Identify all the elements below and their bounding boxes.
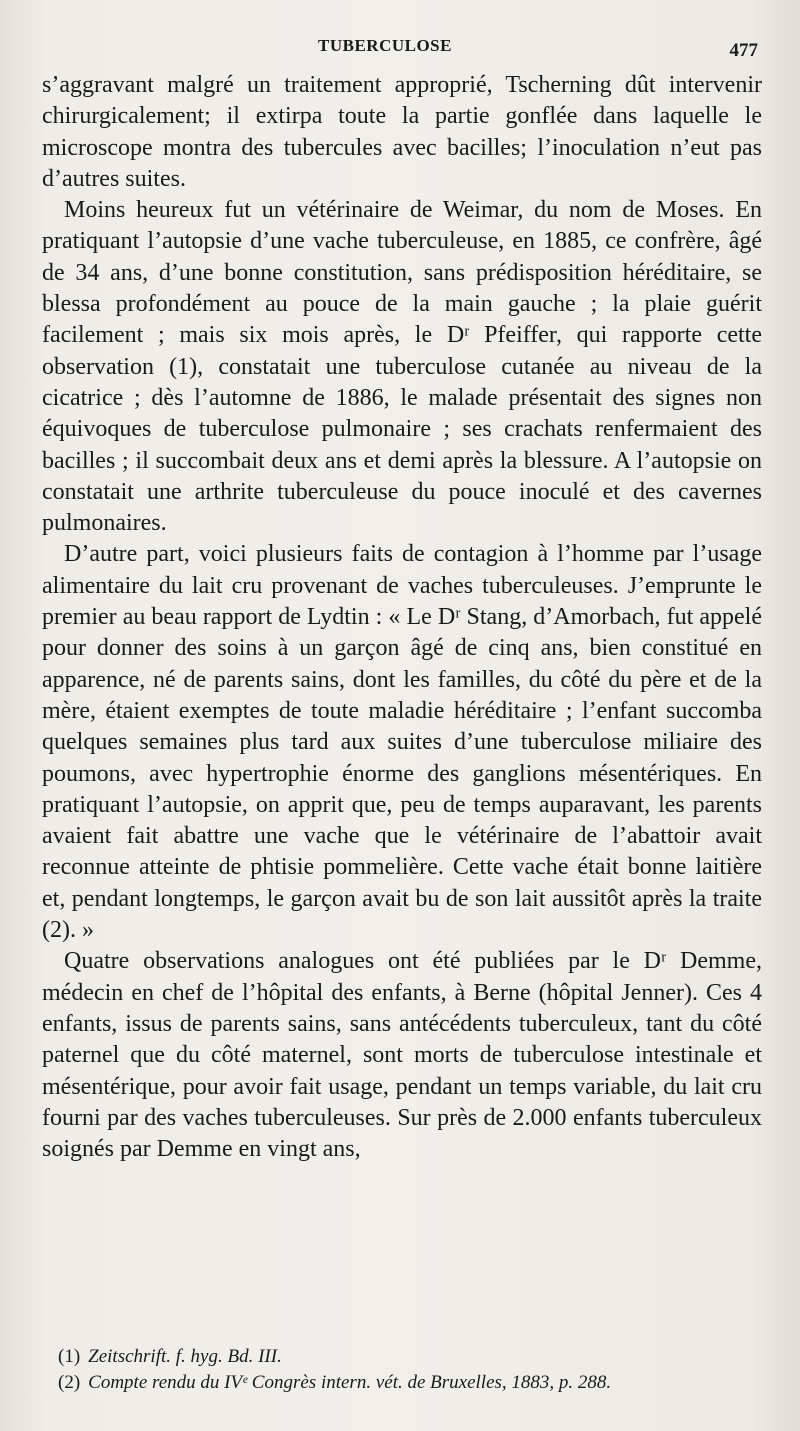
body-text xyxy=(42,70,762,1165)
footnotes xyxy=(58,1344,768,1396)
footnote-number: (1) xyxy=(58,1346,81,1367)
paragraph-1: s’aggravant malgré un traitement approprié, Tscherning dût intervenir chirurgicalement; il extirpa toute la partie gonflée dans laquelle le microscope montra des tubercules avec bacilles; l’inoculation n’eut pas d’autres suites. xyxy=(42,72,762,192)
paragraph-4: Quatre observations analogues ont été publiées par le Dʳ Demme, médecin en chef de l’hôpital des enfants, à Berne (hôpital Jenner). Ces 4 enfants, issus de parents sains, sans antécédents tuberculeux, tant du côté paternel que du côté maternel, sont morts de tuberculose intestinale et mésentérique, pour avoir fait usage, pendant un temps variable, du lait cru fourni par des vaches tuberculeuses. Sur près de 2.000 enfants tuberculeux soignés par Demme en vingt ans, xyxy=(42,948,762,1163)
paragraph-3: D’autre part, voici plusieurs faits de contagion à l’homme par l’usage alimentaire du lait cru provenant de vaches tuberculeuses. J’emprunte le premier au beau rapport de Lydtin : « Le Dʳ Stang, d’Amorbach, fut appelé pour donner des soins à un garçon âgé de cinq ans, bien constitué en apparence, né de parents sains, dont les familles, du côté du père et de la mère, étaient exemptes de toute maladie héréditaire ; l’enfant succomba quelques semaines plus tard aux suites d’une tuberculose miliaire des poumons, avec hypertrophie énorme des ganglions mésentériques. En pratiquant l’autopsie, on apprit que, peu de temps auparavant, les parents avaient fait abattre une vache que le vétérinaire de l’abattoir avait reconnue atteinte de phtisie pommelière. Cette vache était bonne laitière et, pendant longtemps, le garçon avait bu de son lait aussitôt après la traite (2). » xyxy=(42,541,762,944)
running-title: TUBERCULOSE xyxy=(318,36,452,55)
footnote-number: (2) xyxy=(58,1372,81,1393)
footnote-text: Compte rendu du IVᵉ Congrès intern. vét. de Bruxelles, 1883, p. 288. xyxy=(88,1372,612,1393)
page-header xyxy=(0,36,800,60)
footnote-2 xyxy=(58,1370,768,1396)
footnote-1 xyxy=(58,1344,768,1370)
footnote-text: Zeitschrift. f. hyg. Bd. III. xyxy=(88,1346,282,1367)
page-number: 477 xyxy=(729,40,758,61)
paragraph-2: Moins heureux fut un vétérinaire de Weimar, du nom de Moses. En pratiquant l’autopsie d’une vache tuberculeuse, en 1885, ce confrère, âgé de 34 ans, d’une bonne constitution, sans prédisposition héréditaire, se blessa profondément au pouce de la main gauche ; la plaie guérit facilement ; mais six mois après, le Dʳ Pfeiffer, qui rapporte cette observation (1), constatait une tuberculose cutanée au niveau de la cicatrice ; dès l’automne de 1886, le malade présentait des signes non équivoques de tuberculose pulmonaire ; ses crachats renfermaient des bacilles ; il succombait deux ans et demi après la blessure. A l’autopsie on constatait une arthrite tuberculeuse du pouce inoculé et des cavernes pulmonaires. xyxy=(42,197,762,537)
